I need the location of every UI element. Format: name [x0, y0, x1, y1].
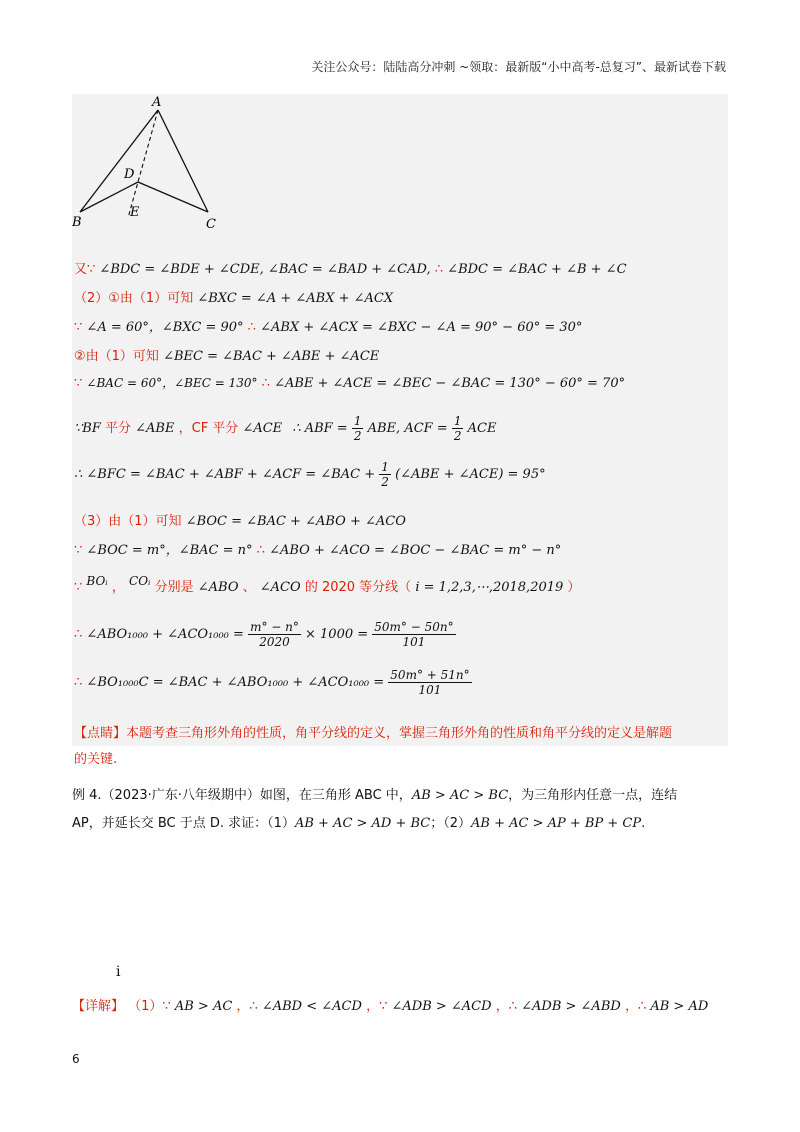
dianjing-line-2: 的关键. [74, 752, 118, 767]
solution-line-4: ②由（1）可知 ∠BEC = ∠BAC + ∠ABE + ∠ACE [74, 349, 380, 364]
triangle-figure [72, 94, 232, 234]
detail-line: 【详解】 （1）∵ AB > AC ，∴ ∠ABD < ∠ACD ，∵ ∠ADB > ∠ACD ，∴ ∠ADB > ∠ABD ，∴ AB > AD [72, 999, 709, 1014]
solution-line-11: ∴ ∠ABO₁₀₀₀ + ∠ACO₁₀₀₀ = $\frac{m^\circ - n^\circ}{2020}$ × 1000 = $\frac{50m^\circ - 50n^\circ}{101}$ [74, 620, 454, 649]
solution-line-3: ∵ ∠A = 60°，∠BXC = 90° ∴ ∠ABX + ∠ACX = ∠BXC − ∠A = 90° − 60° = 30° [74, 320, 583, 335]
dianjing-line-1: 【点睛】本题考查三角形外角的性质，角平分线的定义，掌握三角形外角的性质和角平分线的定义是解题 [74, 726, 673, 741]
solution-line-9: ∵ ∠BOC = m°，∠BAC = n° ∴ ∠ABO + ∠ACO = ∠BOC − ∠BAC = m° − n° [74, 543, 562, 558]
label-c: C [206, 217, 216, 232]
label-a: A [152, 95, 162, 110]
dashed-ae [128, 110, 158, 218]
label-e: E [130, 205, 140, 220]
example-line-1: 例 4.（2023·广东·八年级期中）如图，在三角形 ABC 中，AB > AC > BC，为三角形内任意一点，连结 [72, 788, 678, 803]
solution-line-1: 又∵ ∠BDC = ∠BDE + ∠CDE, ∠BAC = ∠BAD + ∠CAD, ∴ ∠BDC = ∠BAC + ∠B + ∠C [74, 262, 627, 277]
solution-line-12: ∴ ∠BO₁₀₀₀C = ∠BAC + ∠ABO₁₀₀₀ + ∠ACO₁₀₀₀ = $\frac{50m^\circ + 51n^\circ}{101}$ [74, 668, 470, 697]
edge-dc [138, 182, 208, 212]
solution-line-10: ∵ BOᵢ ， COᵢ 分别是 ∠ABO 、 ∠ACO 的 2020 等分线（ i = 1,2,3,⋯,2018,2019 ） [74, 574, 581, 595]
cursor-icon: ⅰ [116, 964, 121, 980]
example-line-2: AP，并延长交 BC 于点 D. 求证：（1）AB + AC > AD + BC；（2）AB + AC > AP + BP + CP. [72, 816, 646, 831]
solution-line-8: （3）由（1）可知 ∠BOC = ∠BAC + ∠ABO + ∠ACO [74, 514, 406, 529]
solution-line-5: ∵ ∠BAC = 60°，∠BEC = 130° ∴ ∠ABE + ∠ACE = ∠BEC − ∠BAC = 130° − 60° = 70° [74, 376, 626, 391]
edge-ab [80, 110, 158, 212]
page-number: 6 [72, 1052, 80, 1066]
label-b: B [72, 215, 82, 230]
solution-line-2: （2）①由（1）可知 ∠BXC = ∠A + ∠ABX + ∠ACX [74, 291, 394, 306]
page-header: 关注公众号：陆陆高分冲刺 ~领取：最新版“小中高考-总复习”、最新试卷下载 [311, 60, 726, 74]
label-d: D [124, 167, 135, 182]
edge-ac [158, 110, 208, 212]
solution-line-7: ∴ ∠BFC = ∠BAC + ∠ABF + ∠ACF = ∠BAC + $\frac{1}{2}$ (∠ABE + ∠ACE) = 95° [74, 460, 546, 489]
solution-line-6: ∵BF 平分 ∠ABE ，CF 平分 ∠ACE ∴ ABF = $\frac{1}{2}$ ABE, ACF = $\frac{1}{2}$ ACE [74, 414, 497, 443]
